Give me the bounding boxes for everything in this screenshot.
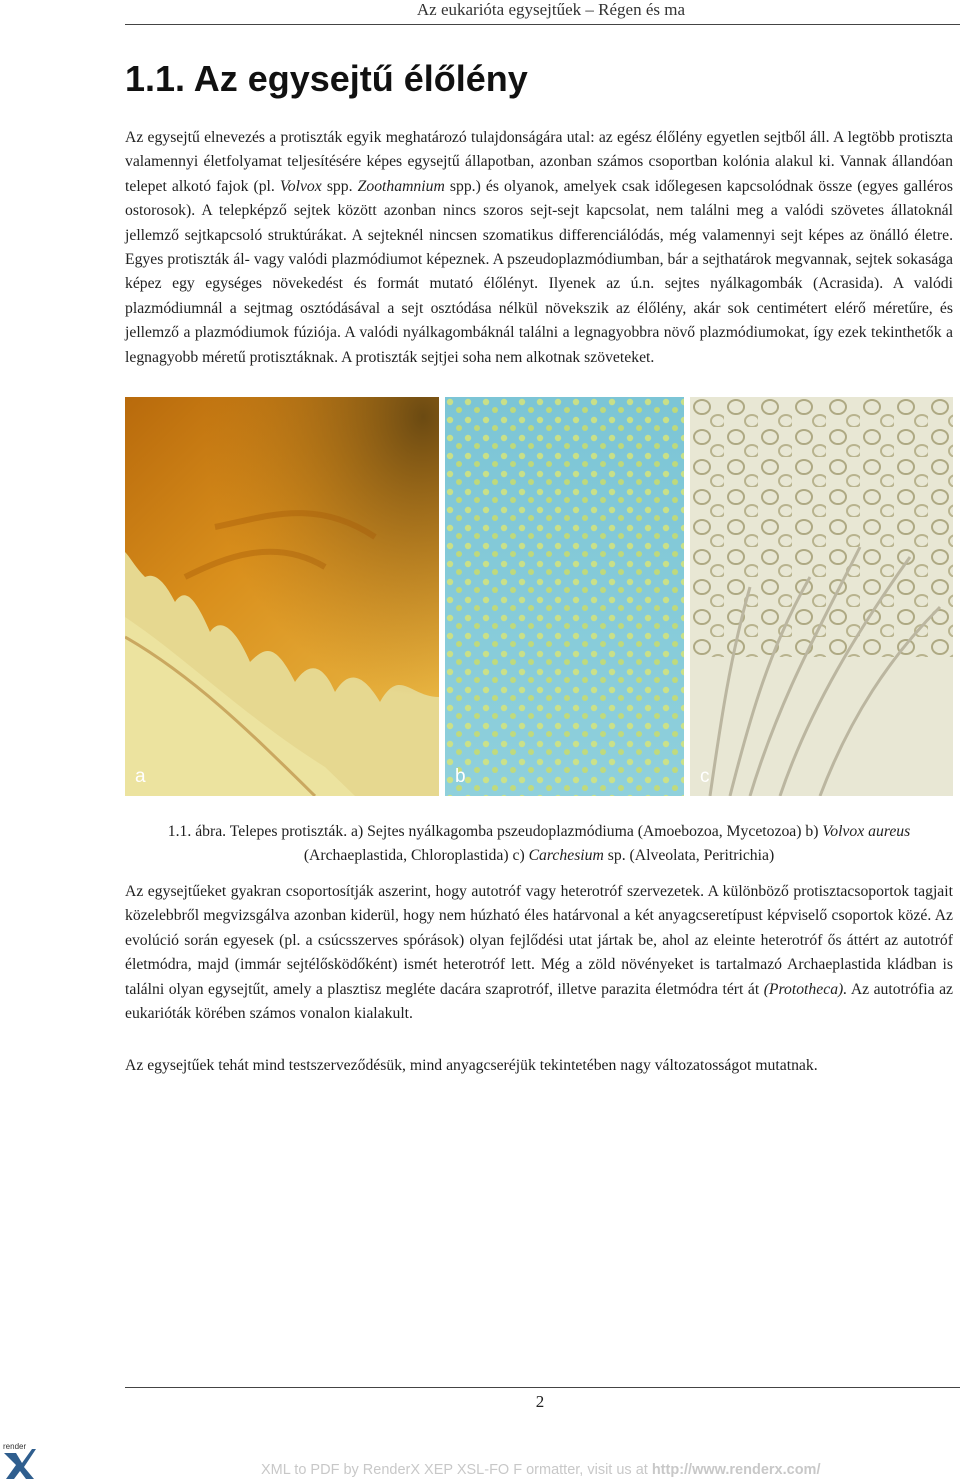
panel-label-a: a: [135, 766, 146, 787]
page-number: 2: [535, 1392, 545, 1411]
figure-photo-b: [445, 397, 684, 796]
paragraph-metabolism: Az egysejtűeket gyakran csoportosítják aszerint, hogy autotróf vagy heterotróf szervezetek. A különböző protisztacsoportok tagjait közelebbről megvizsgálva azonban kiderül, hogy nem húzható éles határvonal a két anyagcseretípust képviselő csoportok közé. Az evolúció során egyesek (pl. a csúcsszerves spórások) olyan fejlődési utat jártak be, ahol az eleinte heterotróf ős áttért az autotróf életmódra, majd (immár sejtélősködőként) ismét heterotróf lett. Még a zöld növényeket is tartalmazó Archaeplastida kládban is találni olyan egysejtűt, amely a plasztisz megléte dacára szaprotróf, illetve parazita életmódra tért át (Prototheca). Az autotrófia az eukarióták körében számos vonalon kialakult.: [125, 883, 953, 1023]
panel-label-c: c: [700, 766, 710, 787]
section-title: 1.1. Az egysejtű élőlény: [125, 58, 528, 99]
figure-photo-c: [690, 397, 953, 796]
renderx-link[interactable]: http://www.renderx.com/: [651, 1462, 821, 1478]
renderx-label: render: [3, 1442, 27, 1451]
figure-photo-a: [125, 397, 439, 796]
panel-label-b: b: [455, 766, 466, 787]
paragraph-summary: Az egysejtűek tehát mind testszerveződésük, mind anyagcseréjük tekintetében nagy változatosságot mutatnak.: [125, 1057, 818, 1074]
figure-caption: 1.1. ábra. Telepes protiszták. a) Sejtes nyálkagomba pszeudoplazmódiuma (Amoebozoa, Mycetozoa) b) Volvox aureus (Archaeplastida, Chloroplastida) c) Carchesium sp. (Alveolata, Peritrichia): [167, 823, 911, 864]
paragraph-intro: Az egysejtű elnevezés a protiszták egyik meghatározó tulajdonságára utal: az egész élőlény egyetlen sejtből áll. A legtöbb protiszta valamennyi életfolyamat teljesítésére képes egysejtű állapotban, azonban számos csoportban kolónia alakul ki. Vannak állandóan telepet alkotó fajok (pl. Volvox spp. Zoothamnium spp.) és olyanok, amelyek csak időlegesen kapcsolódnak össze (egyes galléros ostorosok). A telepképző sejtek között azonban nincs szoros sejt-sejt kapcsolat, nem találni meg a valódi szövetes állatoknál jellemző sejtkapcsoló struktúrákat. A sejteknél nincsen szomatikus differenciálódás, még valamennyi sejt képes az önálló életre. Egyes protiszták ál- vagy valódi plazmódiumot képeznek. A pszeudoplazmódiumban, bár a sejthatárok megvannak, sejtek sokasága képez egy egységes növekedést és formát mutató élőlényt. Ilyenek az ú.n. sejtes nyálkagombák (Acrasida). A valódi plazmódiumnál a sejtmag osztódásával a sejt osztódása nélkül növekszik az élőlény, akár sok centimétert elérő méretűre, és jellemző a plazmódiumok fúziója. A valódi nyálkagombáknál találni a legnagyobbra növő plazmódiumokat, így ezek tekinthetők a legnagyobb méretű protisztáknak. A protiszták sejtjei soha nem alkotnak szöveteket.: [125, 129, 953, 366]
watermark: XML to PDF by RenderX XEP XSL-FO F ormatter, visit us at http://www.renderx.com/: [261, 1462, 821, 1478]
footer-rule: [125, 1387, 960, 1388]
header-rule: [125, 24, 960, 25]
running-header: Az eukarióta egysejtűek – Régen és ma: [416, 0, 685, 19]
